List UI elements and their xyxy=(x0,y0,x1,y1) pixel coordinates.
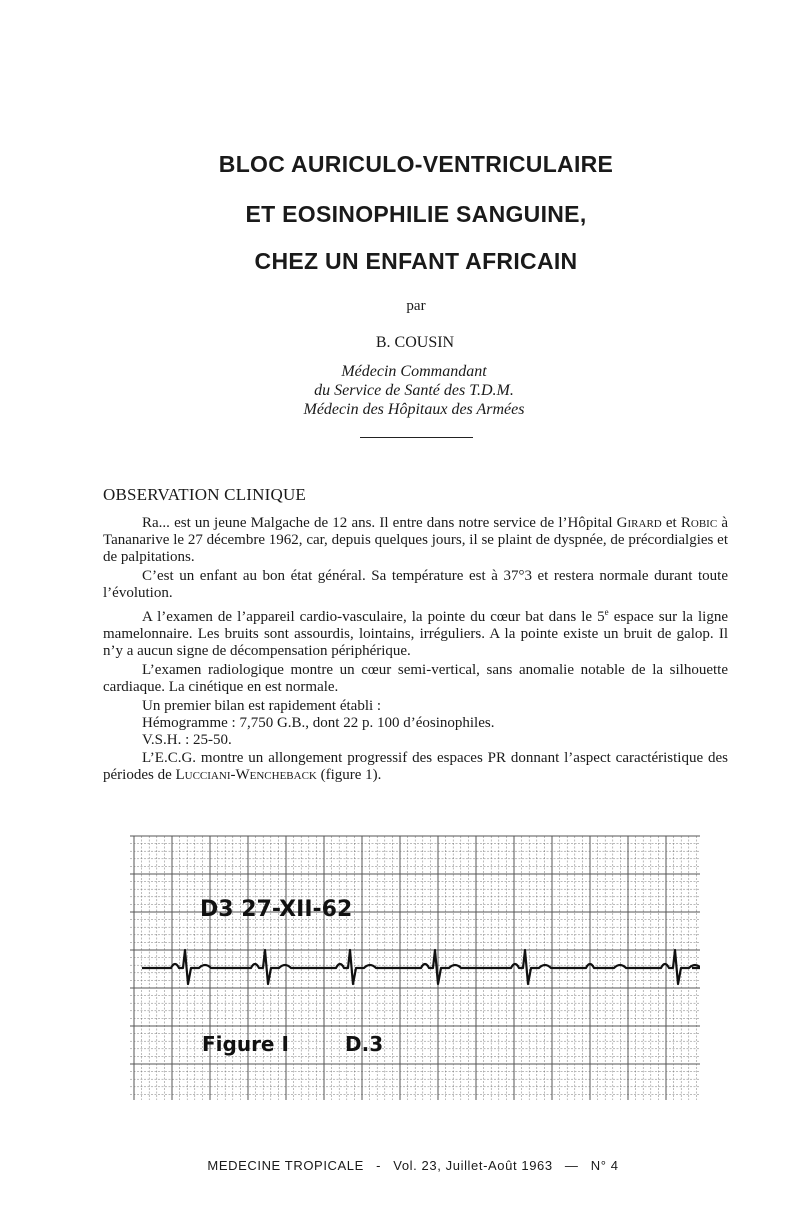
footer-number: N° 4 xyxy=(590,1158,619,1173)
paragraph-1: Ra... est un jeune Malgache de 12 ans. Il entre dans notre service de l’Hôpital Girard et Robic à Tananarive le 27 décembre 1962, car, depuis quelques jours, il se plaint de dyspnée, de précordialgies et de palpitations. xyxy=(103,515,728,566)
title-line-1: BLOC AURICULO-VENTRICULAIRE xyxy=(218,151,614,177)
paragraph-2: C’est un enfant au bon état général. Sa température est à 37°3 et restera normale durant toute l’évolution. xyxy=(103,568,728,602)
author-name: B. COUSIN xyxy=(375,334,455,351)
footer-journal: MEDECINE TROPICALE xyxy=(207,1158,364,1173)
section-heading: OBSERVATION CLINIQUE xyxy=(103,485,307,504)
name-robic: Robic xyxy=(680,515,718,531)
paragraph-7: V.S.H. : 25-50. xyxy=(142,732,232,749)
ecg-figure xyxy=(130,828,700,1100)
paragraph-3: A l’examen de l’appareil cardio-vasculaire, la pointe du cœur bat dans le 5e espace sur la ligne mamelonnaire. Les bruits sont assourdis, lointains, irréguliers. A la pointe existe un bruit de galop. Il n’y a aucun signe de décompensation périphérique. xyxy=(103,607,729,660)
paragraph-5: Un premier bilan est rapidement établi : xyxy=(142,698,382,715)
handwritten-date-label: D3 27-XII-62 xyxy=(200,897,353,922)
name-girard: Girard xyxy=(616,515,662,531)
title-line-3: CHEZ UN ENFANT AFRICAIN xyxy=(254,248,578,274)
paragraph-8: L’E.C.G. montre un allongement progressif des espaces PR donnant l’aspect caractéristique des périodes de Lucciani-Wencheback (figure 1). xyxy=(103,749,728,783)
handwritten-figure-label: Figure I xyxy=(202,1032,289,1056)
affiliation-line-1: Médecin Commandant xyxy=(341,363,487,380)
affiliation-line-2: du Service de Santé des T.D.M. xyxy=(314,382,514,399)
footer-separator-2: — xyxy=(564,1158,579,1173)
footer-volume: Vol. 23, Juillet-Août 1963 xyxy=(393,1158,553,1173)
name-wencheback: Lucciani-Wencheback xyxy=(175,766,317,783)
title-line-2: ET EOSINOPHILIE SANGUINE, xyxy=(245,201,587,227)
footer-separator-1: - xyxy=(376,1158,382,1173)
affiliation-line-3: Médecin des Hôpitaux des Armées xyxy=(303,401,525,418)
paragraph-4: L’examen radiologique montre un cœur semi-vertical, sans anomalie notable de la silhouette cardiaque. La cinétique en est normale. xyxy=(103,662,728,696)
paragraph-6: Hémogramme : 7,750 G.B., dont 22 p. 100 d’éosinophiles. xyxy=(142,715,495,732)
page-footer xyxy=(0,1158,800,1173)
ecg-trace xyxy=(142,950,700,984)
byline-par: par xyxy=(406,298,426,314)
article-body xyxy=(103,515,728,786)
author-affiliation xyxy=(0,362,800,419)
title-divider xyxy=(360,437,473,438)
handwritten-lead-label: D.3 xyxy=(345,1032,384,1056)
